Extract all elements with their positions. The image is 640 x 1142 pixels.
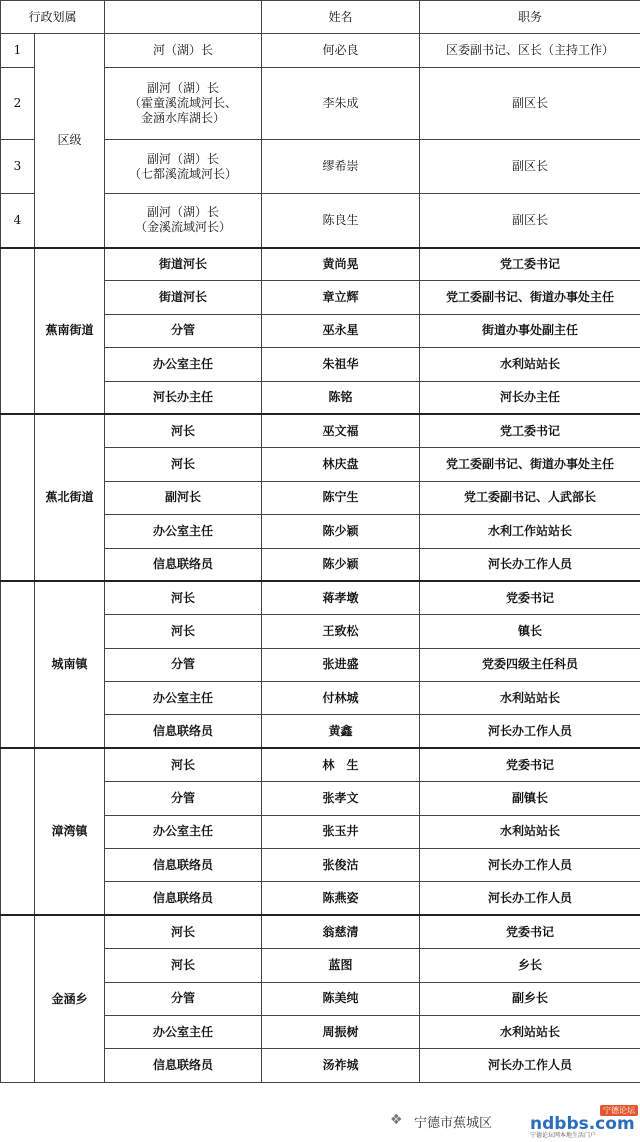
duty-cell: 乡长 [420, 949, 640, 982]
district-label: 区级 [35, 34, 105, 248]
role-cell: 信息联络员 [105, 1049, 262, 1082]
name-cell: 缪希崇 [262, 140, 420, 194]
name-cell: 汤祚城 [262, 1049, 420, 1082]
duty-cell: 水利工作站站长 [420, 515, 640, 548]
header-row [1, 1, 640, 34]
role-cell: 副河（湖）长 （七都溪流域河长） [105, 140, 262, 194]
name-cell: 章立辉 [262, 281, 420, 314]
duty-cell: 河长办工作人员 [420, 715, 640, 748]
duty-cell: 河长办工作人员 [420, 849, 640, 882]
name-cell: 张玉井 [262, 815, 420, 848]
role-cell: 分管 [105, 648, 262, 681]
role-cell: 河长 [105, 581, 262, 614]
name-cell: 王致松 [262, 615, 420, 648]
role-cell: 街道河长 [105, 281, 262, 314]
name-cell: 朱祖华 [262, 348, 420, 381]
township-label: 蕉南街道 [35, 248, 105, 415]
duty-cell: 党工委副书记、街道办事处主任 [420, 448, 640, 481]
township-label: 城南镇 [35, 581, 105, 748]
role-cell: 河长 [105, 414, 262, 447]
role-cell: 信息联络员 [105, 849, 262, 882]
duty-cell: 党工委副书记、街道办事处主任 [420, 281, 640, 314]
duty-cell: 党工委书记 [420, 414, 640, 447]
duty-cell: 党委四级主任科员 [420, 648, 640, 681]
duty-cell: 水利站站长 [420, 815, 640, 848]
row-index [1, 915, 35, 1082]
name-cell: 翁慈清 [262, 915, 420, 948]
name-cell: 蒋孝墩 [262, 581, 420, 614]
duty-cell: 党委书记 [420, 915, 640, 948]
duty-cell: 副区长 [420, 68, 640, 140]
row-index [1, 414, 35, 581]
role-cell: 办公室主任 [105, 815, 262, 848]
role-cell: 副河长 [105, 481, 262, 514]
name-cell: 陈美纯 [262, 982, 420, 1015]
header-region: 行政划属 [1, 1, 105, 34]
row-index: 2 [1, 68, 35, 140]
duty-cell: 水利站站长 [420, 682, 640, 715]
logo-sub: 宁德论坛网本地生活门户 [530, 1132, 597, 1139]
duty-cell: 河长办工作人员 [420, 1049, 640, 1082]
role-cell: 办公室主任 [105, 1015, 262, 1048]
duty-cell: 水利站站长 [420, 348, 640, 381]
role-cell: 信息联络员 [105, 715, 262, 748]
duty-cell: 河长办主任 [420, 381, 640, 414]
role-cell: 分管 [105, 982, 262, 1015]
name-cell: 陈铭 [262, 381, 420, 414]
duty-cell: 区委副书记、区长（主持工作） [420, 34, 640, 68]
row-index: 3 [1, 140, 35, 194]
duty-cell: 镇长 [420, 615, 640, 648]
role-cell: 河长 [105, 915, 262, 948]
logo-main: ndbbs.com [530, 1114, 635, 1134]
name-cell: 林 生 [262, 748, 420, 781]
township-row [1, 581, 640, 614]
name-cell: 巫文福 [262, 414, 420, 447]
name-cell: 林庆盘 [262, 448, 420, 481]
role-cell: 河长 [105, 615, 262, 648]
name-cell: 陈少颖 [262, 548, 420, 581]
name-cell: 陈良生 [262, 194, 420, 248]
name-cell: 付林城 [262, 682, 420, 715]
header-duty: 职务 [420, 1, 640, 34]
township-row [1, 915, 640, 948]
row-index: 1 [1, 34, 35, 68]
name-cell: 蓝图 [262, 949, 420, 982]
name-cell: 黄鑫 [262, 715, 420, 748]
role-cell: 河长 [105, 448, 262, 481]
duty-cell: 党工委副书记、人武部长 [420, 481, 640, 514]
role-cell: 分管 [105, 314, 262, 347]
role-cell: 河（湖）长 [105, 34, 262, 68]
row-index: 4 [1, 194, 35, 248]
role-cell: 信息联络员 [105, 548, 262, 581]
name-cell: 张俊沽 [262, 849, 420, 882]
role-cell: 办公室主任 [105, 682, 262, 715]
role-cell: 河长 [105, 949, 262, 982]
role-cell: 河长 [105, 748, 262, 781]
row-index [1, 748, 35, 915]
name-cell: 巫永星 [262, 314, 420, 347]
wechat-icon: ❖ [390, 1112, 403, 1128]
role-cell: 街道河长 [105, 248, 262, 281]
role-cell: 办公室主任 [105, 515, 262, 548]
township-label: 蕉北街道 [35, 414, 105, 581]
role-cell: 河长办主任 [105, 381, 262, 414]
township-row [1, 414, 640, 447]
name-cell: 李朱成 [262, 68, 420, 140]
header-name: 姓名 [262, 1, 420, 34]
ndbbs-logo [530, 1104, 640, 1139]
duty-cell: 河长办工作人员 [420, 548, 640, 581]
name-cell: 周振树 [262, 1015, 420, 1048]
row-index [1, 581, 35, 748]
role-cell: 信息联络员 [105, 882, 262, 915]
duty-cell: 党工委书记 [420, 248, 640, 281]
role-cell: 办公室主任 [105, 348, 262, 381]
duty-cell: 河长办工作人员 [420, 882, 640, 915]
district-row [1, 34, 640, 68]
watermark-footer [380, 1104, 640, 1139]
footer-caption: 宁德市蕉城区 [414, 1116, 493, 1131]
role-cell: 副河（湖）长 （金溪流域河长） [105, 194, 262, 248]
role-cell: 分管 [105, 782, 262, 815]
logo-tag: 宁德论坛 [600, 1105, 638, 1116]
name-cell: 陈少颖 [262, 515, 420, 548]
township-label: 漳湾镇 [35, 748, 105, 915]
name-cell: 陈燕姿 [262, 882, 420, 915]
duty-cell: 副区长 [420, 140, 640, 194]
role-cell: 副河（湖）长 （霍童溪流域河长、 金涵水库湖长） [105, 68, 262, 140]
duty-cell: 党委书记 [420, 581, 640, 614]
duty-cell: 副区长 [420, 194, 640, 248]
name-cell: 何必良 [262, 34, 420, 68]
name-cell: 黄尚晃 [262, 248, 420, 281]
name-cell: 陈宁生 [262, 481, 420, 514]
township-row [1, 248, 640, 281]
duty-cell: 副镇长 [420, 782, 640, 815]
duty-cell: 街道办事处副主任 [420, 314, 640, 347]
name-cell: 张进盛 [262, 648, 420, 681]
duty-cell: 党委书记 [420, 748, 640, 781]
township-label: 金涵乡 [35, 915, 105, 1082]
name-cell: 张孝文 [262, 782, 420, 815]
row-index [1, 248, 35, 415]
duty-cell: 水利站站长 [420, 1015, 640, 1048]
duty-cell: 副乡长 [420, 982, 640, 1015]
township-row [1, 748, 640, 781]
header-role [105, 1, 262, 34]
